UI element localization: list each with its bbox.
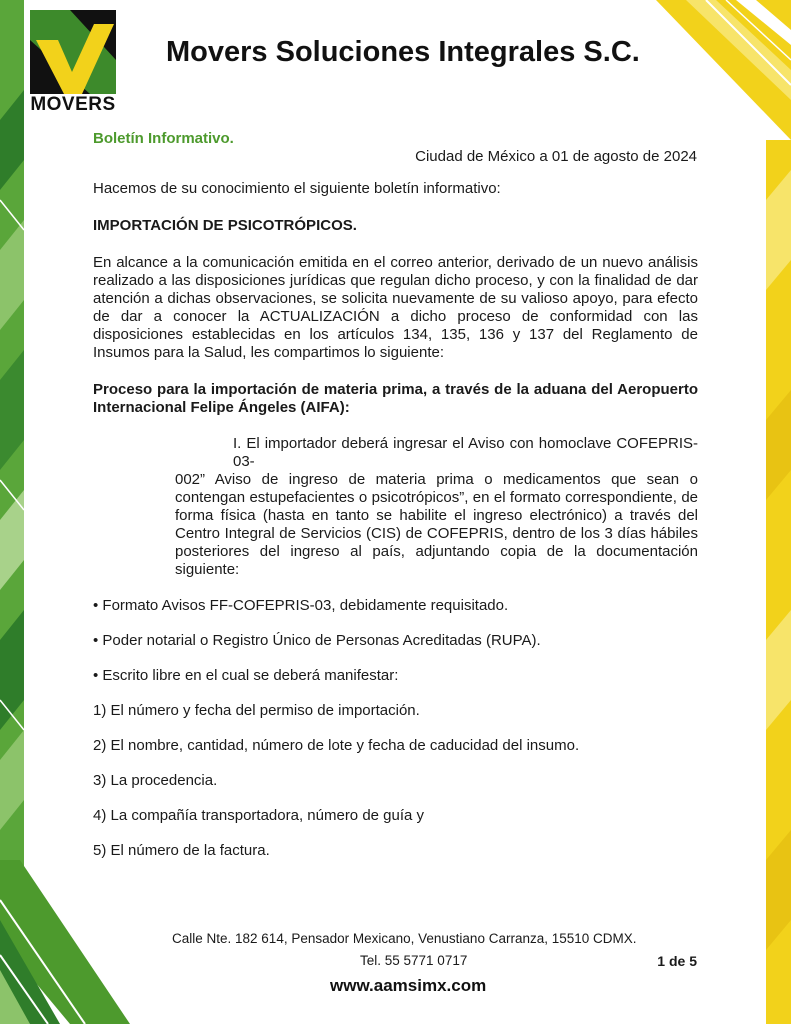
logo-text: MOVERS [30, 94, 116, 115]
list-item: • Formato Avisos FF-COFEPRIS-03, debidamente requisitado. [93, 597, 509, 614]
list-item: 2) El nombre, cantidad, número de lote y fecha de caducidad del insumo. [93, 737, 580, 754]
date-line: Ciudad de México a 01 de agosto de 2024 [415, 148, 697, 165]
subject-heading: IMPORTACIÓN DE PSICOTRÓPICOS. [93, 217, 357, 234]
body-paragraph: En alcance a la comunicación emitida en el correo anterior, derivado de un nuevo análisis realizado a las disposiciones jurídicas que regulan dicho proceso, y con la finalidad de dar atención a dichas observaciones, se solicita nuevamente de su valioso apoyo, para efecto de dar a conocer la ACTUALIZACIÓN a dicho proceso de conformidad con las disposiciones establecidas en los artículos 134, 135, 136 y 137 del Reglamento de Insumos para la Salud, les compartimos lo siguiente: [93, 254, 698, 361]
intro-text: Hacemos de su conocimiento el siguiente boletín informativo: [93, 180, 501, 197]
list-item: • Escrito libre en el cual se deberá manifestar: [93, 667, 399, 684]
document-body [93, 180, 698, 860]
process-title: Proceso para la importación de materia prima, a través de la aduana del Aeropuerto Internacional Felipe Ángeles (AIFA): [93, 381, 698, 416]
list-item: 4) La compañía transportadora, número de guía y [93, 807, 425, 824]
page-number: 1 de 5 [657, 953, 697, 969]
step-one-first-line: I. El importador deberá ingresar el Aviso con homoclave COFEPRIS-03- [233, 435, 698, 470]
logo-mark-icon [30, 10, 116, 94]
step-one-rest: 002” Aviso de ingreso de materia prima o medicamentos que sean o contengan estupefacientes o psicotrópicos”, en el formato correspondiente, de forma física (hasta en tanto se habilite el ingreso electrónico) a través del Centro Integral de Servicios (CIS) de COFEPRIS, dentro de los 3 días hábiles posteriores del ingreso al país, adjuntando copia de la documentación siguiente: [175, 471, 698, 578]
bottom-left-decorative-stripes [0, 860, 130, 1024]
movers-logo [30, 10, 116, 114]
list-item: 3) La procedencia. [93, 772, 218, 789]
website-link[interactable]: www.aamsimx.com [330, 976, 487, 995]
list-item: 5) El número de la factura. [93, 842, 270, 859]
footer-address: Calle Nte. 182 614, Pensador Mexicano, Venustiano Carranza, 15510 CDMX. [172, 931, 637, 946]
list-item: 1) El número y fecha del permiso de importación. [93, 702, 420, 719]
step-one [175, 435, 698, 579]
company-name: Movers Soluciones Integrales S.C. [166, 36, 640, 68]
bulletin-title: Boletín Informativo. [93, 130, 234, 147]
footer-phone: Tel. 55 5771 0717 [360, 953, 468, 968]
list-item: • Poder notarial o Registro Único de Personas Acreditadas (RUPA). [93, 632, 541, 649]
